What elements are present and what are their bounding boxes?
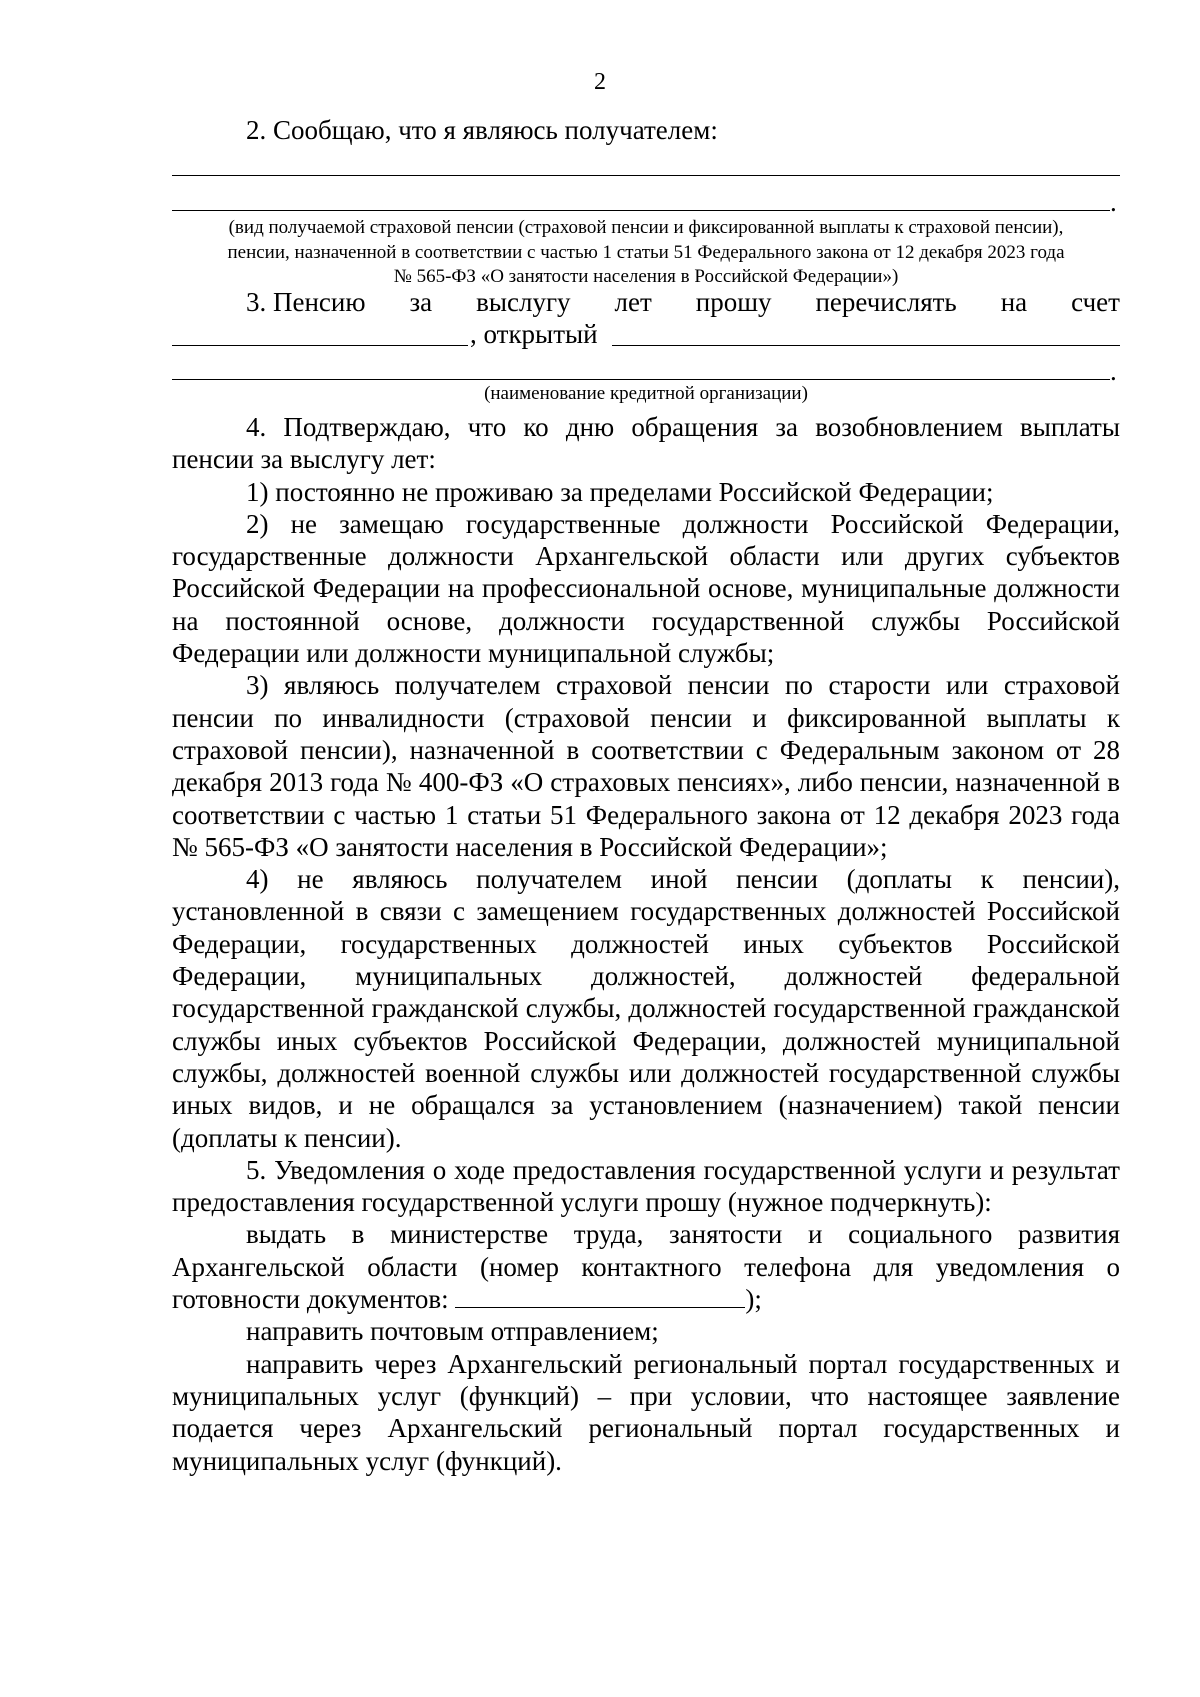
word: лет	[614, 287, 652, 317]
section-4-item-2: 2) не замещаю государственные должности Российской Федерации, государственные должности Архангельской области или других субъектов Российской Федерации на профессиональной основе, муниципальные должности на постоянной основе, должности государственной службы Российской Федерации или должности муниципальной службы;	[172, 508, 1120, 669]
recipient-field-line-2[interactable]	[172, 210, 1110, 211]
option-1-end: );	[745, 1284, 762, 1315]
page-number: 2	[594, 69, 606, 95]
word: перечислять	[815, 287, 957, 317]
section-2-text: 2. Сообщаю, что я являюсь получателем:	[246, 115, 718, 145]
section-4-intro: 4. Подтверждаю, что ко дню обращения за возобновлением выплаты пенсии за выслугу лет:	[172, 412, 1120, 475]
pension-type-caption	[172, 216, 1120, 290]
caption-line: № 565-ФЗ «О занятости населения в Российской Федерации»)	[393, 266, 899, 287]
section-4-item-1: 1) постоянно не проживаю за пределами Российской Федерации;	[246, 476, 994, 507]
recipient-field-line-1[interactable]	[172, 175, 1120, 176]
word: 3. Пенсию	[246, 287, 366, 317]
phone-number-field[interactable]	[455, 1306, 745, 1308]
bank-field-line-1[interactable]	[612, 345, 1120, 346]
caption-line: (вид получаемой страховой пенсии (страховой пенсии и фиксированной выплаты к страховой пенсии),	[228, 217, 1064, 238]
section-4-item-4: 4) не являюсь получателем иной пенсии (доплаты к пенсии), установленной в связи с замещением государственных должностей Российской Федерации, государственных должностей иных субъектов Российской Федерации, муниципальных должностей, должностей федеральной государственной гражданской службы, должностей государственной гражданской службы иных субъектов Российской Федерации, должностей муниципальной службы, должностей военной службы или должностей государственной службы иных видов, и не обращался за установлением (назначением) такой пенсии (доплаты к пенсии).	[172, 864, 1120, 1153]
word: счет	[1071, 287, 1120, 317]
section-3-first-line	[172, 286, 1120, 318]
section-5-option-3: направить через Архангельский региональный портал государственных и муниципальных услуг (функций) – при условии, что настоящее заявление подается через Архангельский региональный портал государственных и муниципальных услуг (функций).	[172, 1348, 1120, 1476]
word: прошу	[695, 287, 772, 317]
line-end-dot: .	[1110, 187, 1117, 217]
line-end-dot: .	[1110, 356, 1117, 386]
section-3	[172, 286, 1120, 318]
word: за	[409, 287, 433, 317]
word: выслугу	[476, 287, 571, 317]
word: на	[1000, 287, 1028, 317]
section-5-intro: 5. Уведомления о ходе предоставления государственной услуги и результат предоставления государственной услуги прошу (нужное подчеркнуть):	[172, 1154, 1120, 1218]
bank-name-caption: (наименование кредитной организации)	[484, 383, 808, 404]
caption-line: пенсии, назначенной в соответствии с частью 1 статьи 51 Федерального закона от 12 декабря 2023 года	[227, 241, 1065, 263]
section-4-item-3: 3) являюсь получателем страховой пенсии по старости или страховой пенсии по инвалидности (страховой пенсии и фиксированной выплаты к страховой пенсии), назначенной в соответствии с Федеральным законом от 28 декабря 2013 года № 400-ФЗ «О страховых пенсиях», либо пенсии, назначенной в соответствии с частью 1 статьи 51 Федерального закона от 12 декабря 2023 года № 565-ФЗ «О занятости населения в Российской Федерации»;	[172, 670, 1120, 862]
account-number-field[interactable]	[172, 345, 468, 346]
section-2	[172, 114, 1120, 146]
section-5-option-1	[172, 1218, 1120, 1315]
section-5-option-2: направить почтовым отправлением;	[246, 1316, 659, 1347]
section-4-5-body	[172, 411, 1120, 1477]
option-1-text: выдать в министерстве труда, занятости и социального развития Архангельской области (номер контактного телефона для уведомления о готовности документов:	[172, 1219, 1120, 1315]
opened-label: , открытый	[470, 319, 598, 349]
bank-field-line-2[interactable]	[172, 379, 1110, 380]
